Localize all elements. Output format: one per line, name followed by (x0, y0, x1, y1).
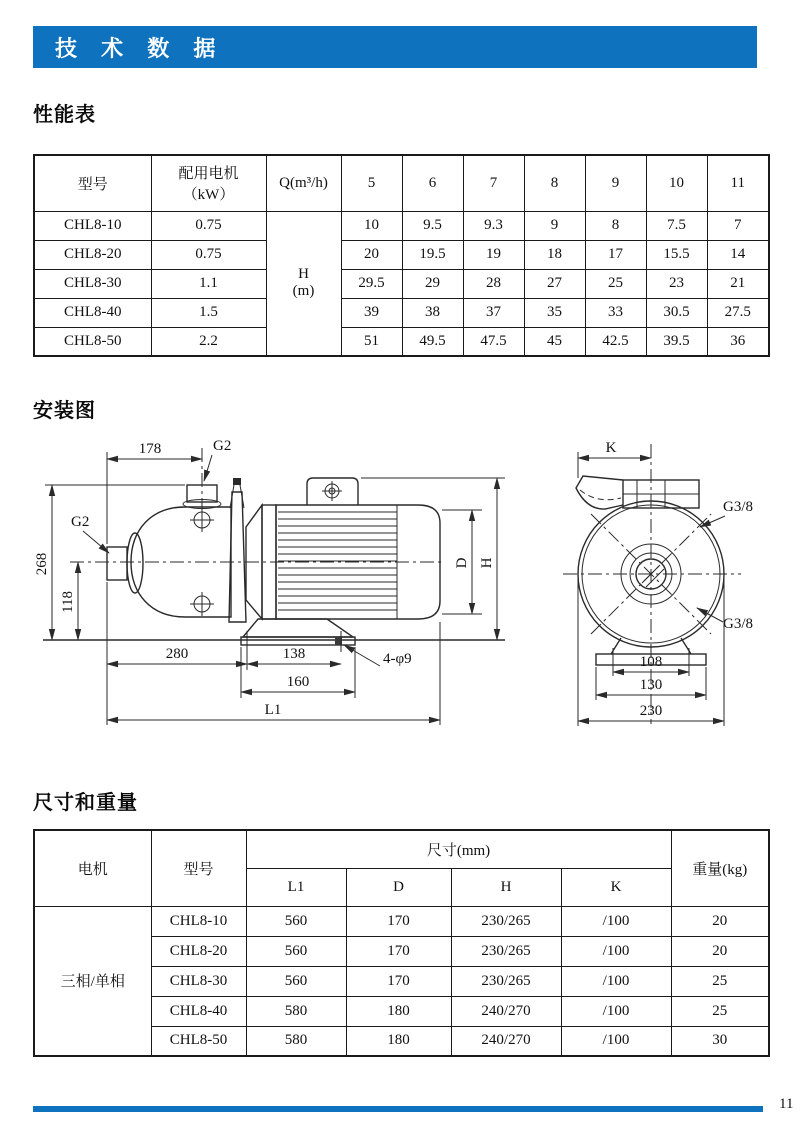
col-motor: 电机 (34, 830, 151, 906)
col-k: K (561, 868, 671, 906)
dim-160-label: 160 (286, 674, 310, 690)
dim-h-label: H (479, 557, 495, 569)
col-model: 型号 (34, 155, 151, 211)
h-unit-cell: H (m) (266, 211, 341, 356)
performance-table (33, 154, 770, 357)
flow-col-6: 11 (707, 155, 769, 211)
installation-heading: 安装图 (33, 400, 96, 422)
dimensions-heading: 尺寸和重量 (33, 792, 138, 814)
g2-top-label: G2 (213, 438, 232, 454)
col-model: 型号 (151, 830, 246, 906)
footer-rule (33, 1106, 763, 1112)
col-weight: 重量(kg) (671, 830, 769, 906)
g2-left-label: G2 (71, 514, 90, 530)
bolt-spec-label: 4-φ9 (383, 651, 412, 667)
col-size-group: 尺寸(mm) (246, 830, 671, 868)
flow-col-2: 7 (463, 155, 524, 211)
table-row: CHL8-40 580 180 240/270 /100 25 (34, 996, 769, 1026)
g38-bottom-label: G3/8 (723, 616, 753, 632)
flow-col-3: 8 (524, 155, 585, 211)
g38-top-label: G3/8 (723, 499, 753, 515)
dim-268-label: 268 (35, 552, 50, 576)
col-h: H (451, 868, 561, 906)
pump-end-view (563, 440, 753, 726)
dimensions-table (33, 829, 770, 1057)
dim-130-label: 130 (639, 677, 663, 693)
dim-108-label: 108 (639, 654, 663, 670)
table-row: CHL8-20 560 170 230/265 /100 20 (34, 936, 769, 966)
table-row: CHL8-50 2.2 51 49.5 47.5 45 42.5 39.5 36 (34, 327, 769, 356)
table-row: 三相/单相 CHL8-10 560 170 230/265 /100 20 (34, 906, 769, 936)
motor-type-cell: 三相/单相 (34, 906, 151, 1056)
dim-178-label: 178 (138, 441, 162, 457)
page-title: 技 术 数 据 (55, 35, 225, 61)
table-row: CHL8-50 580 180 240/270 /100 30 (34, 1026, 769, 1056)
dim-l1-label: L1 (264, 702, 282, 718)
pump-side-view (35, 438, 505, 725)
pump-drawing (35, 432, 765, 732)
col-motor: 配用电机 （kW） (151, 155, 266, 211)
motor-fins (278, 512, 397, 610)
dim-230-label: 230 (639, 703, 663, 719)
page-number: 11 (779, 1096, 794, 1112)
col-q: Q(m³/h) (266, 155, 341, 211)
flow-col-1: 6 (402, 155, 463, 211)
col-l1: L1 (246, 868, 346, 906)
plug-symbol-bottom (190, 592, 214, 616)
dim-280-label: 280 (165, 646, 189, 662)
table-row: CHL8-10 0.75 H (m) 10 9.5 9.3 9 8 7.5 7 (34, 211, 769, 240)
table-row: CHL8-30 560 170 230/265 /100 25 (34, 966, 769, 996)
table-row: CHL8-20 0.75 20 19.5 19 18 17 15.5 14 (34, 240, 769, 269)
dim-d-label: D (454, 557, 470, 569)
performance-heading: 性能表 (33, 104, 96, 126)
flow-col-0: 5 (341, 155, 402, 211)
table-row: CHL8-40 1.5 39 38 37 35 33 30.5 27.5 (34, 298, 769, 327)
col-d: D (346, 868, 451, 906)
dim-k-label: K (605, 440, 617, 456)
flow-col-5: 10 (646, 155, 707, 211)
table-row: CHL8-30 1.1 29.5 29 28 27 25 23 21 (34, 269, 769, 298)
lug-hole-symbol (322, 481, 342, 501)
dim-118-label: 118 (60, 591, 76, 613)
header-bar (33, 26, 757, 68)
flow-col-4: 9 (585, 155, 646, 211)
plug-symbol-top (190, 508, 214, 532)
installation-diagram (35, 432, 765, 732)
dim-138-label: 138 (282, 646, 306, 662)
